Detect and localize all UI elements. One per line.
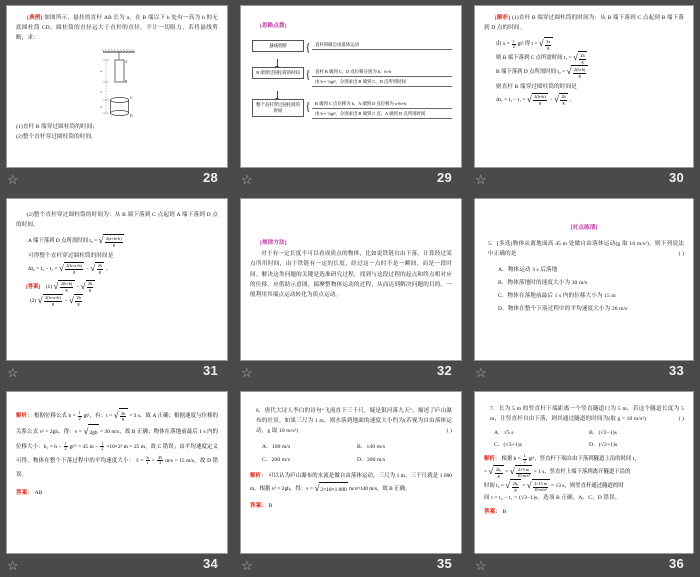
slide-content-30 (474, 5, 694, 168)
slide-28-stem: 如图所示，悬挂的直杆 AB 长为 a，在 B 端以下 h 处有一高为 b 的无底圆柱筒 CD，圆柱筒的直径远大于直杆的直径。不计一切阻力，若将悬线剪断，求： (16, 15, 218, 42)
star-outline-icon[interactable]: ☆ (475, 172, 487, 187)
slide-35-options (250, 441, 452, 467)
option-b: B．(√3−1)s (589, 430, 617, 437)
analysis-tag: 解析： (250, 472, 267, 479)
page-number: 34 (202, 556, 218, 571)
page-number: 28 (202, 170, 218, 185)
slide-31-line1: (2)整个直杆穿过圆柱筒的时间为：从 B 端下落到 C 点起到 A 端下落到 D 点的时间。 (16, 212, 218, 229)
slide-footer-36 (474, 554, 694, 577)
analysis-text: (1)直杆 B 端穿过圆柱筒的时间为：从 B 端下落到 C 点起到 B 端下落到 D 点的时间。 (484, 15, 684, 32)
page-number: 30 (668, 170, 684, 185)
question-stem: 物体从离地面高 45 m 处做自由落体运动(g 取 10 m/s²)，则下列说法中正确的是 (488, 241, 684, 258)
slide-footer-30 (474, 168, 694, 192)
option-a: A．√5 s (494, 430, 514, 437)
slide-content-35 (240, 391, 462, 554)
hint-tag: [思路点拨] (260, 23, 287, 29)
page-number: 31 (202, 363, 218, 378)
flow-text: B 端到 C 点位移为 h，A 端到 D 点位移为 a+h+b (312, 99, 452, 109)
answer-tag: 答案： (16, 490, 34, 496)
brace-icon: { (305, 67, 311, 82)
slide-35-answer-row (250, 501, 452, 511)
analysis-tag: 解析： (484, 456, 501, 463)
slide-footer-29 (240, 168, 462, 192)
rod-and-cylinder-diagram (91, 48, 143, 118)
slide-32-body: 对于有一定长度不可以看成质点的物体，比如说铁链自由下落，计算经过某点所用时间，由于铁链有一定的长度，经过这一点时不是一瞬间，而是一段时间。解决这类问题的关键是选准研究过程，找到与这段过程的起点和终点相对应的位移，应借助示意图，揣摩整物体运动的过程，从而达到解决问题的目的。一般利用其端点运动转化为质点运动。 (250, 251, 452, 299)
star-outline-icon[interactable]: ☆ (475, 365, 487, 380)
answer-bracket: ( ) (678, 416, 684, 423)
page-number: 29 (436, 170, 452, 185)
answer-tag: 答案： (484, 508, 502, 515)
flow-text: 直杆将做自由落体运动 (312, 40, 452, 50)
flow-step-3 (252, 99, 452, 119)
slide-31-line3: 可得整个直杆穿过圆柱筒的时间是 (28, 253, 114, 260)
brace-icon: { (305, 40, 311, 55)
option-d: D．300 m/s (357, 456, 386, 463)
slide-36-solution-l2: = √ $\frac{\text{2h₁}}{g}$ = √ $\frac{2\times 5 m}{\text{10 m/s²}}$ = 1 s，竖直杆上端下落到离开隧道下沿的 (484, 466, 631, 478)
answer-bracket: ( ) (678, 251, 684, 258)
slide-content-36 (474, 391, 694, 554)
answer-value: B (502, 508, 507, 515)
slide-thumbnail-29[interactable] (234, 0, 468, 193)
slide-thumbnail-32[interactable] (234, 193, 468, 386)
slide-content-31 (6, 198, 228, 361)
page-number: 36 (668, 556, 684, 571)
page-number: 35 (436, 556, 452, 571)
option-b: B．物体落地时的速度大小为 30 m/s (498, 280, 588, 287)
option-a: A．物体运动 3 s 后落地 (498, 267, 558, 274)
svg-text:B: B (125, 79, 128, 84)
option-c: C．(√3+1)s (494, 442, 522, 449)
star-outline-icon[interactable]: ☆ (7, 365, 19, 380)
slide-content-34 (6, 391, 228, 554)
option-b: B．140 m/s (357, 443, 386, 450)
slide-30-eq3: B 端下落到 D 点所需时间 t₂ = √ $\frac{2(h+b)}{g}$ (484, 65, 684, 79)
slide-footer-34 (6, 554, 228, 577)
slide-thumbnail-36[interactable] (468, 386, 700, 577)
slide-31-answer2: (2) √ $\frac{2(h+a+b)}{g}$ − √ $\frac{2h}{g}$ (16, 294, 218, 308)
flow-box-label: 悬线剪断 (252, 40, 304, 52)
slide-36-solution-l3: 时间 t₂ = √ $\frac{\text{2h₂}}{g}$ = √ $\frac{2\times 15 m}{\text{10 m/s²}}$ = √3 s，则竖直杆通过隧道的时 (484, 480, 624, 492)
svg-text:D: D (130, 113, 133, 118)
slide-35-solution: 解析： 可以认为庐山瀑布的水流是做自由落体运动，三尺为 1 m，三千尺就是 1 000 m。根据 v² = 2gh，得：v = √2×10×1 000 m/s≈140 m/s，故 B 正确。 (250, 470, 452, 496)
svg-text:h: h (100, 89, 103, 94)
slide-footer-32 (240, 361, 462, 385)
slide-content-29 (240, 5, 462, 168)
flow-box-label: B 端穿过圆柱筒的时间 (252, 67, 304, 79)
slide-30-line5: 则直杆 B 端穿过圆柱筒的时间是 (496, 84, 577, 91)
answer-bracket: ( ) (446, 428, 452, 435)
star-outline-icon[interactable]: ☆ (241, 172, 253, 187)
multi-choice-tag: [多选] (496, 241, 513, 247)
flow-text: 直杆 B 端到 C、D 点位移分别为 h、h+b (312, 67, 452, 77)
svg-text:b: b (100, 104, 103, 109)
answer-tag: [答案] (26, 283, 41, 290)
slide-28-body (16, 13, 218, 44)
star-outline-icon[interactable]: ☆ (7, 558, 19, 573)
slide-34-solution: 解析： 根据位移公式 h = $\frac{1}{2}$ gt²，有：t = √ $\frac{2h}{g}$ = 3 s，故 A 正确；根据速度与位移的关系公式 v² = 2gh，得：v = √2gh = 30 m/s，故 B 正确；物体在落地前最后 1 s 内的位移大小：h₁ = h − $\frac{1}{2}$ gt′² = 45 m − $\frac{1}{2}$ ×10×2² m = 25 m，故 C 错误；由平均速度定义可得，物体在整个下落过程中的平均速度大小： v̄ = $\frac{h}{t}$ = $\frac{45}{3}$ m/s = 15 m/s，故 D 错误。 (16, 408, 218, 482)
slide-content-28 (6, 5, 228, 168)
slide-30-eq2: 则 B 端下落到 C 点所需时间 t₁ = √ $\frac{2h}{g}$ (484, 51, 684, 65)
slide-36-question (484, 404, 684, 424)
svg-text:A: A (125, 59, 128, 64)
analysis-tag: 解析： (16, 413, 33, 420)
answer-tag: 答案： (250, 502, 268, 509)
physics-figure-wrap (16, 48, 218, 118)
practice-tag: [对点练清] (570, 225, 598, 231)
slide-28-q2: (2)整个直杆穿过圆柱筒的时间。 (16, 133, 97, 140)
example-tag: [典例] (27, 15, 43, 21)
option-d: D．物体在整个下落过程中的平均速度大小为 20 m/s (498, 306, 628, 313)
slide-36-options (484, 427, 684, 451)
slide-30-line1 (484, 13, 684, 33)
star-outline-icon[interactable]: ☆ (475, 558, 487, 573)
slide-thumbnail-33[interactable] (468, 193, 700, 386)
option-d: D．(√2+1)s (589, 442, 618, 449)
star-outline-icon[interactable]: ☆ (241, 558, 253, 573)
flow-text: 由 h = ½gt²，分别求出 B 端到 C 点、A 端到 D 点所用时间 (312, 109, 452, 119)
slide-30-eq1: 由 x = $\frac{1}{2}$ gt² 得 t = √ $\frac{2x}{g}$ (484, 37, 684, 51)
slide-footer-33 (474, 361, 694, 385)
slide-33-question (484, 239, 684, 259)
option-c: C．物体在落地前最后 1 s 内的位移大小为 15 m (498, 293, 616, 300)
analysis-tag: [解析] (495, 15, 511, 21)
option-a: A．100 m/s (262, 443, 291, 450)
slide-31-eq2: Δt₂ = t₃ − t₁ = √ $\frac{2(h+a+b)}{g}$ − √ $\frac{2h}{g}$ 。 (28, 262, 112, 274)
slide-28-q1: (1)直杆 B 端穿过圆柱筒的时间； (16, 123, 98, 130)
svg-text:C: C (130, 95, 133, 100)
question-stem: 唐代大诗人李白的诗句“飞流直下三千尺，疑是银河落九天”，描述了庐山瀑布的壮景。如果三尺为 1 m，则水落到地面的速度大小约为(若视为自由落体运动，g 取 10 m/s²) (256, 408, 452, 435)
slide-32-tag-row (250, 238, 452, 248)
slide-thumbnail-30[interactable] (468, 0, 700, 193)
flow-step-2 (252, 67, 452, 87)
slide-thumbnail-28[interactable] (0, 0, 234, 193)
question-stem: 长为 5 m 的竖直杆下端距离一个竖直隧道口为 5 m。若这个隧道长度为 5 m，让竖直杆自由下落，则其通过隧道的时间为(取 g = 10 m/s²) (490, 406, 684, 423)
option-c: C．200 m/s (262, 456, 291, 463)
slide-thumbnail-34[interactable] (0, 386, 234, 577)
slide-30-eq4: Δt₁ = t₂ − t₁ = √ $\frac{2(h+b)}{g}$ − √ $\frac{2h}{g}$ 。 (496, 93, 575, 105)
star-outline-icon[interactable]: ☆ (241, 365, 253, 380)
slide-content-32 (240, 198, 462, 361)
slide-content-33 (474, 198, 694, 361)
slide-31-answer1: [答案] (1) √ $\frac{2(h+b)}{g}$ − √ $\frac{2h}{g}$ (16, 280, 218, 294)
svg-text:a: a (100, 68, 103, 73)
flow-box-label: 整个直杆穿过圆柱筒的时间 (252, 99, 304, 117)
method-tag: [规律方法] (260, 240, 287, 246)
slide-footer-31 (6, 361, 228, 385)
page-number: 32 (436, 363, 452, 378)
slide-33-options (484, 264, 684, 316)
slide-36-solution-l1: 解析： 根据 h = $\frac{1}{2}$ gt²，竖直杆下端自由下落到隧道上沿的时间 t₁ (484, 453, 637, 464)
question-number: 6． (256, 408, 265, 414)
answer-value: B (268, 502, 273, 509)
slide-footer-28 (6, 168, 228, 192)
brace-icon: { (305, 99, 311, 114)
slide-footer-35 (240, 554, 462, 577)
slide-34-answer-row (16, 488, 218, 498)
slide-36-answer-row (484, 507, 684, 517)
slide-thumbnail-35[interactable] (234, 386, 468, 577)
slide-31-eq1: A 端下落到 D 点所需时间 t₃ = √ $\frac{2(a+h+b)}{g}$ (16, 234, 218, 248)
slide-35-question (250, 406, 452, 437)
question-number: 7． (490, 406, 499, 412)
slide-thumbnail-31[interactable] (0, 193, 234, 386)
question-number: 5． (488, 241, 497, 247)
slide-36-solution-l4: 间 t = t₂ − t₁ = (√3−1)s。选项 B 正确，A、C、D 错误。 (484, 495, 621, 502)
page-number: 33 (668, 363, 684, 378)
thought-flowchart (252, 40, 452, 119)
flow-step-1 (252, 40, 452, 55)
star-outline-icon[interactable]: ☆ (7, 172, 19, 187)
answer-value: AB (34, 490, 43, 496)
slide-33-header (484, 216, 684, 234)
flow-text: 由 h = ½gt²，分别求出 B 端到 C、D 点所用时间 (312, 77, 452, 87)
